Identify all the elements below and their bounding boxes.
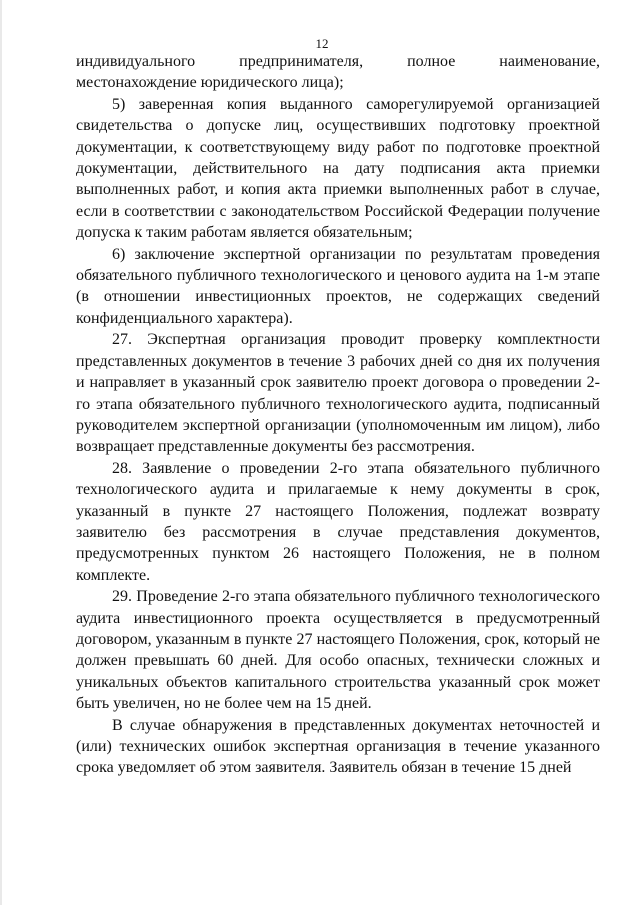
paragraph-29: 29. Проведение 2-го этапа обязательного публичного технологического аудита инвестиционного проекта осуществляется в предусмотренный договором, указанным в пункте 27 настоящего Положения, срок, который не должен превышать 60 дней. Для особо опасных, технически сложных и уникальных объектов капитального строительства указанный срок может быть увеличен, но не более чем на 15 дней. [76,588,600,713]
paragraph-continuation: индивидуального предпринимателя, полное наименование, местонахождение юридического лица); [76,53,600,92]
document-body [76,51,600,779]
paragraph-item-6: 6) заключение экспертной организации по результатам проведения обязательного публичного технологического и ценового аудита на 1-м этапе (в отношении инвестиционных проектов, не содержащих сведений конфиденциального характера). [76,245,600,327]
paragraph-item-5: 5) заверенная копия выданного саморегулируемой организацией свидетельства о допуске лиц, осуществивших подготовку проектной документации, к соответствующему виду работ по подготовке проектной документации, действительного на дату подписания акта приемки выполненных работ, и копия акта приемки выполненных работ в случае, если в соответствии с законодательством Российской Федерации получение допуска к таким работам является обязательным; [76,95,600,242]
page-number: 12 [315,36,329,51]
paragraph-28: 28. Заявление о проведении 2-го этапа обязательного публичного технологического аудита и прилагаемые к нему документы в срок, указанный в пункте 27 настоящего Положения, подлежат возврату заявителю без рассмотрения в случае представления документов, предусмотренных пунктом 26 настоящего Положения, не в полном комплекте. [76,459,600,584]
paragraph-29-continued: В случае обнаружения в представленных документах неточностей и (или) технических ошибок экспертная организация в течение указанного срока уведомляет об этом заявителя. Заявитель обязан в течение 15 дней [76,716,600,777]
paragraph-27: 27. Экспертная организация проводит проверку комплектности представленных документов в течение 3 рабочих дней со дня их получения и направляет в указанный срок заявителю проект договора о проведении 2-го этапа обязательного публичного технологического аудита, подписанный руководителем экспертной организации (уполномоченным им лицом), либо возвращает представленные документы без рассмотрения. [76,331,600,456]
